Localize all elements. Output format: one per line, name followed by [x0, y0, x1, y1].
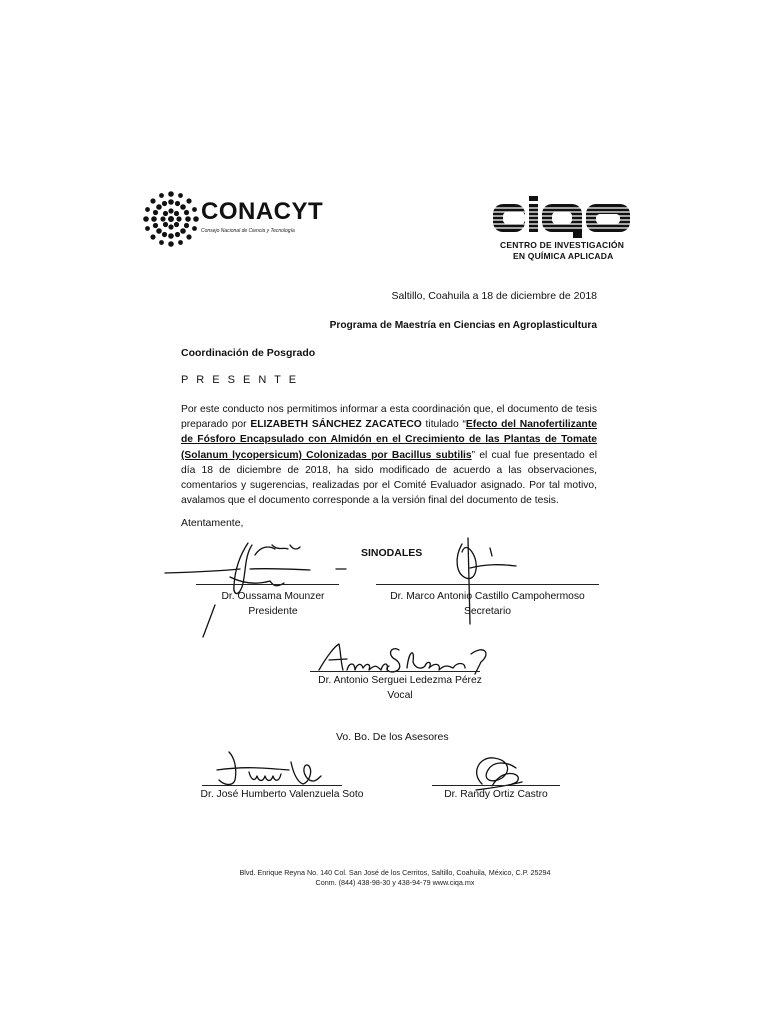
- footer-contact: Conm. (844) 438-98-30 y 438-94-79 www.ciqa.mx: [315, 878, 475, 887]
- vocal-role: Vocal: [387, 690, 413, 701]
- conacyt-subtitle: Consejo Nacional de Ciencia y Tecnología: [201, 228, 295, 234]
- advisors-heading: Vo. Bo. De los Asesores: [336, 731, 449, 743]
- footer-address: Blvd. Enrique Reyna No. 140 Col. San José de los Cerritos, Saltillo, Coahuila, México, C.P. 25294: [239, 868, 551, 877]
- president-name: Dr. Oussama Mounzer: [221, 591, 325, 602]
- thesis-title: Efecto del Nanofertilizante de Fósforo Encapsulado con Almidón en el Crecimiento de las Plantas de Tomate (Solanum lycopersicum) Colonizadas por Bacillus subtilis: [181, 419, 597, 461]
- body-text-3: ” el cual fue presentado el día 18 de diciembre de 2018, ha sido modificado de acuerdo a las observaciones, comentarios y sugerencias, realizadas por el Comité Evaluador asignado. Por tal motivo, avalamos que el documento corresponde a la versión final del documento de tesis.: [181, 449, 597, 507]
- conacyt-emblem-icon: [143, 191, 199, 247]
- vocal-signature-line: [310, 671, 480, 672]
- recipient: Coordinación de Posgrado: [181, 347, 316, 359]
- author-name: ELIZABETH SÁNCHEZ ZACATECO: [250, 419, 422, 431]
- ciqa-name-line1: CENTRO DE INVESTIGACIÓN: [500, 240, 625, 250]
- closing: Atentamente,: [181, 517, 244, 529]
- advisor1-signature-line: [202, 785, 342, 786]
- letter-date: Saltillo, Coahuila a 18 de diciembre de 2018: [391, 290, 597, 302]
- ciqa-logo: [493, 196, 633, 238]
- salutation: P R E S E N T E: [181, 374, 299, 386]
- president-signature-line: [196, 584, 339, 585]
- ciqa-name-line2: EN QUÍMICA APLICADA: [513, 251, 614, 261]
- letter-body: [181, 402, 597, 508]
- secretary-role: Secretario: [464, 606, 511, 617]
- advisor1-name: Dr. José Humberto Valenzuela Soto: [200, 789, 364, 800]
- secretary-signature-line: [376, 584, 599, 585]
- body-text-2: titulado “: [421, 419, 466, 431]
- conacyt-name: CONACYT: [201, 198, 324, 225]
- body-text-1: Por este conducto nos permitimos informar a esta coordinación que, el documento de tesis preparado por: [181, 404, 597, 431]
- secretary-name: Dr. Marco Antonio Castillo Campohermoso: [390, 591, 585, 602]
- committee-heading: SINODALES: [361, 547, 423, 559]
- advisor2-signature-line: [432, 785, 560, 786]
- advisor2-name: Dr. Randy Ortiz Castro: [444, 789, 548, 800]
- president-role: Presidente: [248, 606, 298, 617]
- vocal-name: Dr. Antonio Serguei Ledezma Pérez: [318, 675, 482, 686]
- program-name: Programa de Maestría en Ciencias en Agroplasticultura: [329, 320, 597, 331]
